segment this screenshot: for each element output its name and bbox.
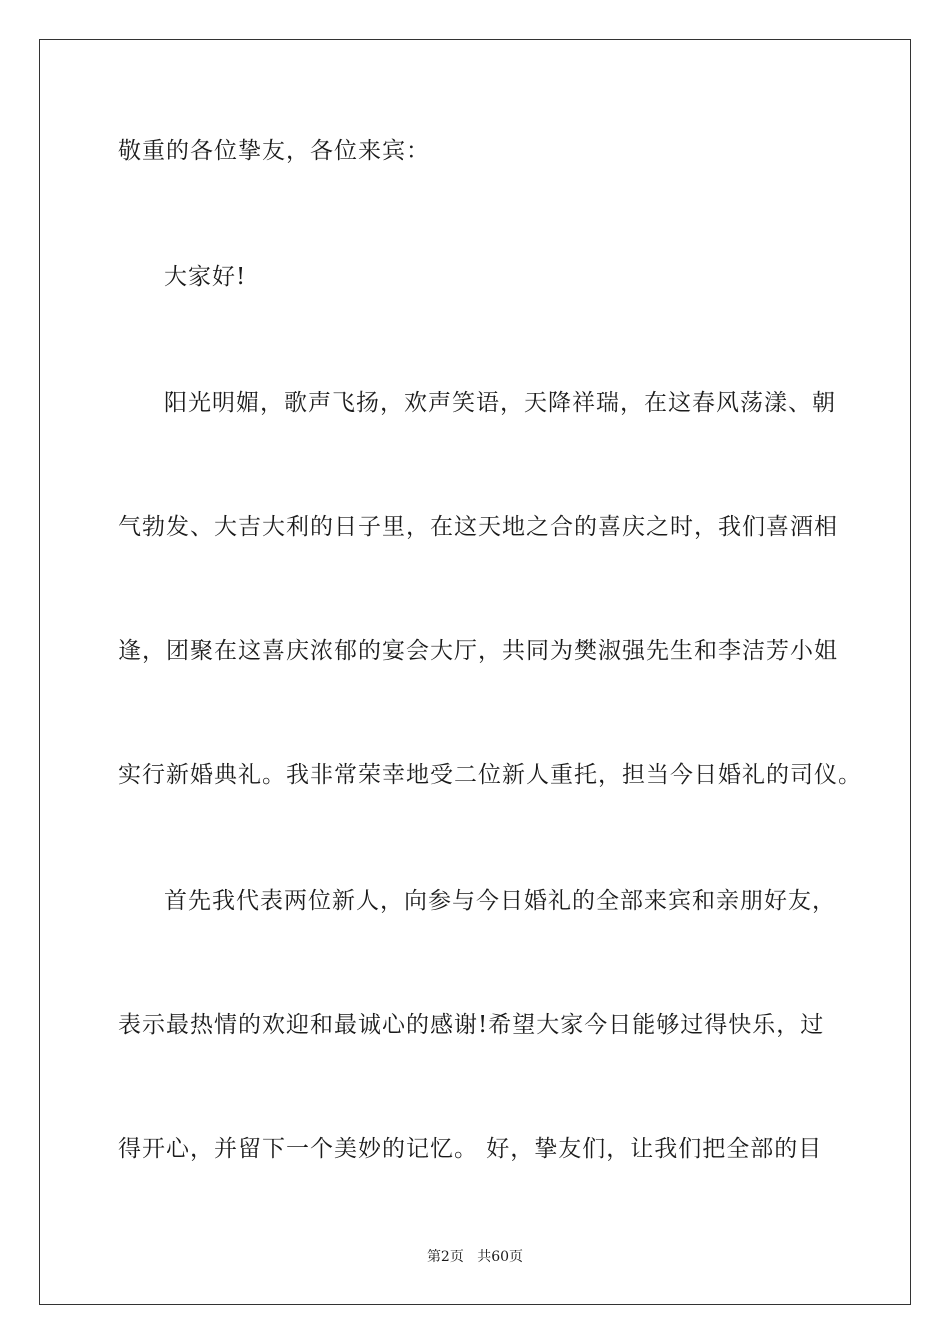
greeting-line: 大家好! xyxy=(164,264,247,290)
page-border xyxy=(39,39,911,1305)
page-number-current: 第2页 xyxy=(426,1249,464,1265)
paragraph-line: 首先我代表两位新人，向参与今日婚礼的全部来宾和亲朋好友， xyxy=(164,888,836,914)
paragraph-line: 表示最热情的欢迎和最诚心的感谢!希望大家今日能够过得快乐，过 xyxy=(118,1012,825,1038)
page-number-total: 共60页 xyxy=(477,1249,524,1265)
paragraph-line: 实行新婚典礼。我非常荣幸地受二位新人重托，担当今日婚礼的司仪。 xyxy=(118,762,862,788)
paragraph-line: 逢，团聚在这喜庆浓郁的宴会大厅，共同为樊淑强先生和李洁芳小姐 xyxy=(118,638,838,664)
page-footer xyxy=(0,1248,950,1266)
paragraph-line: 得开心，并留下一个美妙的记忆。 好，挚友们，让我们把全部的目 xyxy=(118,1136,823,1162)
salutation-line: 敬重的各位挚友，各位来宾： xyxy=(118,138,430,164)
paragraph-line: 气勃发、大吉大利的日子里，在这天地之合的喜庆之时，我们喜酒相 xyxy=(118,514,838,540)
paragraph-line: 阳光明媚，歌声飞扬，欢声笑语，天降祥瑞，在这春风荡漾、朝 xyxy=(164,390,836,416)
